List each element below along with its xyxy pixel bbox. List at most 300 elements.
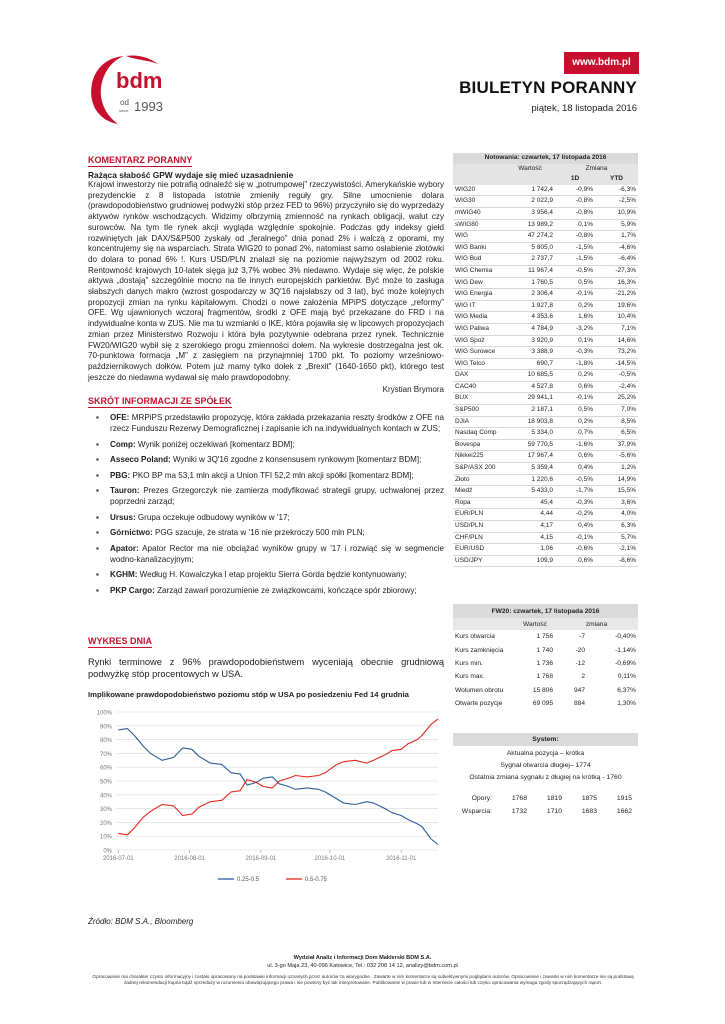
- fw20-row: [453, 684, 638, 697]
- quotes-title: Notowania: czwartek, 17 listopada 2016: [453, 153, 638, 164]
- quotes-col-value: Wartość: [505, 164, 555, 175]
- quote-name: WIG Paliwa: [453, 323, 505, 335]
- article-author: Krystian Brymora: [382, 385, 444, 394]
- quote-change-1d: 0,2%: [555, 370, 595, 382]
- logo-od: od: [120, 98, 129, 107]
- quote-value: 45,4: [505, 497, 555, 509]
- quote-name: Miedź: [453, 486, 505, 498]
- quotes-col-change: Zmiana: [555, 164, 638, 175]
- quote-name: USD/JPY: [453, 555, 505, 567]
- quote-change-ytd: 7,0%: [595, 405, 638, 417]
- system-open-signal: Sygnał otwarcia długiej– 1774: [500, 762, 591, 769]
- fw20-table: [453, 604, 638, 710]
- resistance-level: 1768: [511, 795, 527, 802]
- quote-change-ytd: 15,5%: [595, 486, 638, 498]
- quote-change-1d: -0,8%: [555, 207, 595, 219]
- news-text: Grupa oczekuje odbudowy wyników w '17;: [135, 512, 290, 522]
- support-level: 1710: [546, 808, 562, 815]
- quote-name: Ropa: [453, 497, 505, 509]
- news-company: Asseco Poland:: [110, 455, 171, 464]
- quote-name: WIG Banki: [453, 242, 505, 254]
- support-level: 1683: [581, 808, 597, 815]
- quote-name: WIG Spoż: [453, 335, 505, 347]
- quote-change-ytd: 5,7%: [595, 532, 638, 544]
- news-text: Prezes Grzegorczyk nie zamierza modyfikować strategii grupy, uchwalonej przez poprzedni zarząd;: [110, 486, 444, 506]
- quote-change-ytd: 6,3%: [595, 521, 638, 533]
- quote-change-1d: -1,8%: [555, 358, 595, 370]
- quote-name: S&P/ASX 200: [453, 463, 505, 475]
- quote-row: [453, 451, 638, 463]
- system-last-change: Ostatnia zmiana sygnału z długiej na krótką - 1760: [469, 774, 622, 781]
- bullet-icon: ▪: [96, 570, 99, 579]
- quote-row: [453, 521, 638, 533]
- quote-change-ytd: 3,6%: [595, 497, 638, 509]
- quote-row: [453, 463, 638, 475]
- quote-change-ytd: -6,3%: [595, 185, 638, 196]
- resistance-level: 1819: [546, 795, 562, 802]
- quote-change-ytd: 14,6%: [595, 335, 638, 347]
- fw20-abs-change: 884: [573, 700, 585, 708]
- chart-description: Rynki terminowe z 96% prawdopodobieństwem wyceniają obecnie grudniową podwyżkę stóp procentowych w USA.: [88, 657, 444, 679]
- quote-value: 5 805,0: [505, 242, 555, 254]
- quote-value: 18 903,8: [505, 416, 555, 428]
- quote-change-ytd: 1,7%: [595, 231, 638, 243]
- system-position: Aktualna pozycja – krótka: [506, 750, 585, 757]
- fw20-pct-change: -1,14%: [615, 646, 636, 654]
- quote-change-ytd: 16,3%: [595, 277, 638, 289]
- fw20-pct-change: 6,37%: [617, 686, 636, 694]
- quote-name: WIG Telco: [453, 358, 505, 370]
- bulletin-title: BIULETYN PORANNY: [459, 78, 637, 97]
- y-tick-label: 70%: [99, 751, 112, 758]
- news-item: [96, 543, 444, 565]
- quote-row: [453, 509, 638, 521]
- fw20-title: FW20: czwartek, 17 listopada 2016: [453, 604, 638, 618]
- quote-change-1d: -0,8%: [555, 231, 595, 243]
- quote-value: 5 359,4: [505, 463, 555, 475]
- fw20-row: [453, 697, 638, 710]
- news-item: [96, 485, 444, 507]
- news-text: PGG szacuje, że strata w '16 nie przekroczy 500 mln PLN;: [152, 528, 365, 537]
- quote-row: [453, 207, 638, 219]
- support-level: 1662: [616, 808, 632, 815]
- news-text: Wynik poniżej oczekiwań [komentarz BDM];: [135, 439, 295, 449]
- quote-row: [453, 242, 638, 254]
- fw20-abs-change: -20: [575, 646, 585, 654]
- quote-value: 3 388,9: [505, 347, 555, 359]
- y-tick-label: 10%: [99, 834, 112, 841]
- news-company: Ursus:: [110, 512, 136, 522]
- bullet-icon: ▪: [96, 512, 99, 522]
- quote-change-1d: 0,2%: [555, 300, 595, 312]
- bullet-icon: ▪: [96, 585, 99, 595]
- quote-name: WIG Media: [453, 312, 505, 324]
- quote-row: [453, 347, 638, 359]
- news-text: MRPiPS przedstawiło propozycję, która zakłada przekazania reszty środków z OFE na rzecz Funduszu Rezerwy Demograficznej i zapisanie ich na indywidualnych kontach w ZUS;: [110, 413, 444, 433]
- quote-row: [453, 277, 638, 289]
- footer-disclaimer: Opracowanie ma charakter czysto informacyjny i zostało opracowany na podstawie informacji uznanych przez autorów za wiarygodne . Zawarte w nim komentarze są subiektywnymi poglądami autorów. Opracowanie i zawarte w nim komentarze nie są podstawą żadnej rekomendacji kupna bądź sprzedaży w rozumieniu obowiązującego prawa i nie powinny być tak interpretowane. Publikowanie w prasie lub w Internecie całości lub części opracowania wymaga zgody sporządzających raport.: [92, 974, 634, 986]
- quote-change-1d: 1,6%: [555, 312, 595, 324]
- bulletin-date: piątek, 18 listopada 2016: [531, 103, 637, 114]
- y-tick-label: 30%: [99, 807, 112, 814]
- quote-value: 17 967,4: [505, 451, 555, 463]
- quote-row: [453, 358, 638, 370]
- quote-value: 59 770,5: [505, 439, 555, 451]
- quote-name: WIG Bud: [453, 254, 505, 266]
- quote-name: WIG IT: [453, 300, 505, 312]
- quote-name: CHF/PLN: [453, 532, 505, 544]
- quote-value: 2 022,9: [505, 196, 555, 208]
- quote-change-1d: 0,2%: [555, 416, 595, 428]
- quote-row: [453, 555, 638, 567]
- quote-value: 2 187,1: [505, 405, 555, 417]
- news-text: Wyniki w 3Q'16 zgodne z konsensusem rynkowym [komentarz BDM];: [170, 455, 422, 464]
- quote-value: 2 737,7: [505, 254, 555, 266]
- quote-name: WIG: [453, 231, 505, 243]
- quote-name: WIG Dew: [453, 277, 505, 289]
- quote-row: [453, 497, 638, 509]
- quote-change-ytd: 10,4%: [595, 312, 638, 324]
- quote-change-ytd: 73,2%: [595, 347, 638, 359]
- quote-change-ytd: -27,3%: [595, 265, 638, 277]
- commentary-heading: KOMENTARZ PORANNY: [88, 155, 193, 165]
- quote-row: [453, 185, 638, 196]
- news-item: [96, 454, 444, 465]
- quote-name: Bovespa: [453, 439, 505, 451]
- fw20-col-value: Wartość: [515, 618, 555, 630]
- quote-change-1d: 0,6%: [555, 555, 595, 567]
- quote-row: [453, 254, 638, 266]
- quote-change-ytd: 37,9%: [595, 439, 638, 451]
- quote-change-1d: -0,3%: [555, 497, 595, 509]
- fw20-abs-change: -12: [575, 659, 585, 667]
- series-line-high: [118, 719, 438, 835]
- quote-change-ytd: -2,5%: [595, 196, 638, 208]
- quote-value: 4,44: [505, 509, 555, 521]
- quote-change-ytd: 7,1%: [595, 323, 638, 335]
- quote-name: WIG Surowce: [453, 347, 505, 359]
- quote-row: [453, 300, 638, 312]
- quote-row: [453, 265, 638, 277]
- quote-change-1d: 0,1%: [555, 219, 595, 231]
- fw20-pct-change: -0,40%: [615, 633, 636, 641]
- quote-change-1d: -0,5%: [555, 474, 595, 486]
- quote-change-1d: 0,7%: [555, 428, 595, 440]
- system-title: System:: [453, 733, 638, 746]
- bullet-icon: ▪: [96, 470, 99, 480]
- quote-row: [453, 335, 638, 347]
- quote-name: sWIG80: [453, 219, 505, 231]
- quote-change-1d: 0,6%: [555, 451, 595, 463]
- quote-change-ytd: -6,4%: [595, 254, 638, 266]
- quotes-col-ytd: YTD: [595, 174, 638, 185]
- quote-row: [453, 544, 638, 556]
- quote-value: 1 220,6: [505, 474, 555, 486]
- fw20-value: 1 740: [536, 646, 553, 654]
- quote-row: [453, 428, 638, 440]
- logo-since: since: [119, 108, 129, 113]
- quote-change-1d: -0,5%: [555, 265, 595, 277]
- fw20-value: 69 095: [532, 700, 553, 708]
- logo-text: bdm: [116, 68, 163, 93]
- y-tick-label: 40%: [99, 793, 112, 800]
- y-tick-label: 60%: [99, 765, 112, 772]
- quotes-table: [453, 153, 638, 567]
- fw20-label: Kurs max.: [455, 673, 485, 681]
- chart-heading: WYKRES DNIA: [88, 636, 153, 646]
- quote-row: [453, 405, 638, 417]
- quote-value: 109,9: [505, 555, 555, 567]
- quote-change-1d: 0,1%: [555, 335, 595, 347]
- quote-change-1d: -1,6%: [555, 439, 595, 451]
- quote-change-ytd: 4,0%: [595, 509, 638, 521]
- chart-source: Źródło: BDM S.A., Bloomberg: [88, 917, 194, 926]
- y-tick-label: 100%: [96, 710, 112, 717]
- legend-label: 0.25-0.5: [237, 877, 260, 884]
- fw20-row: [453, 657, 638, 670]
- fw20-abs-change: 947: [573, 686, 585, 694]
- quote-name: BUX: [453, 393, 505, 405]
- quote-name: Nikkei225: [453, 451, 505, 463]
- quote-change-1d: 0,5%: [555, 277, 595, 289]
- quote-value: 4,17: [505, 521, 555, 533]
- quote-value: 11 967,4: [505, 265, 555, 277]
- rate-probability-chart: [88, 702, 444, 890]
- resistance-level: 1875: [581, 795, 597, 802]
- quote-change-ytd: -0,5%: [595, 370, 638, 382]
- fw20-value: 1 736: [536, 659, 553, 667]
- fw20-row: [453, 670, 638, 683]
- quote-name: WIG Chemia: [453, 265, 505, 277]
- news-company: PBG:: [110, 470, 131, 480]
- quote-value: 4 784,9: [505, 323, 555, 335]
- quote-value: 47 274,2: [505, 231, 555, 243]
- x-tick-label: 2016-11-01: [386, 856, 417, 862]
- bullet-icon: ▪: [96, 486, 99, 495]
- quote-value: 4 353,6: [505, 312, 555, 324]
- quote-value: 4,15: [505, 532, 555, 544]
- quote-name: WIG Energia: [453, 289, 505, 301]
- quote-name: DAX: [453, 370, 505, 382]
- fw20-abs-change: -7: [579, 633, 585, 641]
- y-tick-label: 50%: [99, 779, 112, 786]
- fw20-abs-change: 2: [581, 673, 585, 681]
- quote-value: 5 433,0: [505, 486, 555, 498]
- quote-change-1d: -0,2%: [555, 509, 595, 521]
- news-text: Apator Rector ma nie obciążać wyników grupy w '17 i rozwiąć się w segmencie wodno-kanalizacyjnym;: [110, 543, 444, 564]
- quote-change-1d: 0,4%: [555, 521, 595, 533]
- quote-row: [453, 231, 638, 243]
- bullet-icon: ▪: [96, 439, 99, 449]
- quote-change-ytd: 19,6%: [595, 300, 638, 312]
- fw20-value: 15 806: [532, 686, 553, 694]
- news-company: Apator:: [110, 543, 139, 553]
- quote-change-1d: -0,1%: [555, 289, 595, 301]
- news-item: [96, 569, 444, 580]
- quote-name: WIG20: [453, 185, 505, 196]
- quote-value: 2 306,4: [505, 289, 555, 301]
- article-body: Krajowi inwestorzy nie potrafią odnaleźć się w „potrumpowej” rzeczywistości. Amerykańskie wybory prezydenckie z 8 listopada istotnie zmieniły reguły gry. Silne umocnienie dolara (prawdopodobieństwo grudniowej podwyżki stóp przez FED to 96%) przyczyniło się do wyprzedaży aktywów rynków wschodzących. Widzimy olbrzymią zmienność na rynkach obligacji, walut czy surowców. Na tym tle rynek akcji wygląda względnie spokojnie. Podczas gdy indeksy giełd rozwiniętych jak DAX/S&P500 zyskały od „feralnego” dnia ponad 2% i walczą z oporami, my koncentrujemy się na wsparciach. Strata WIG20 to ponad 2%, natomiast samo osłabienie złotówki do dolara to ponad 6% !. Kurs USD/PLN znalazł się na poziomie najwyższym od 2002 roku. Rentowność krajowych 10-latek sięga już 3,7% wobec 3% niedawno. Wydaje się więc, że polskie aktywa „dostają” szczególnie mocno na tle innych europejskich parkietów. Być może to zasługa słabszych danych makro (wzrost gospodarczy w 3Q'16 najsłabszy od 3 lat), być może kolejnych propozycji zmian na rynku kapitałowym. Chodzi o nowe założenia MPiPS dotyczące „reformy” OFE. Wg ujawnionych wczoraj fragmentów, środki z OFE mają być przekazane do FRD i na indywidualne konta w ZUS. Nie ma tu wzmianki o IKE, która pojawiła się w lipcowych propozycjach zmian przez Ministerstwo Rozwoju i która była pozytywnie odebrana przez rynek. Technicznie FW20/WIG20 wybił się z szerokiego progu zmienności dołem. Na wykresie dostrzegalna jest ok. 70-punktowa formacja „M” z zasięgiem na przynajmniej 1700 pkt. To poziomy wrześniowo-październikowych dołków. Potem już mamy tylko dołek z „Brexit” (1640-1650 pkt), którego test jeszcze do niedawna wydawał się mało prawdopodobny.: [88, 180, 444, 382]
- quote-change-1d: 0,4%: [555, 463, 595, 475]
- fw20-label: Kurs min.: [455, 659, 483, 667]
- quote-change-ytd: -2,4%: [595, 381, 638, 393]
- quote-value: 1 742,4: [505, 185, 555, 196]
- quote-row: [453, 312, 638, 324]
- quote-value: 5 334,0: [505, 428, 555, 440]
- quote-change-ytd: 8,5%: [595, 416, 638, 428]
- quote-row: [453, 532, 638, 544]
- quote-change-1d: 0,5%: [555, 405, 595, 417]
- website-url-badge[interactable]: www.bdm.pl: [564, 52, 639, 74]
- x-tick-label: 2016-07-01: [102, 856, 134, 862]
- footer-company: Wydział Analiz i Informacji Dom Maklerski BDM S.A.: [293, 955, 432, 961]
- news-company: PKP Cargo:: [110, 585, 155, 595]
- x-tick-label: 2016-10-01: [314, 856, 346, 862]
- quote-change-ytd: -21,2%: [595, 289, 638, 301]
- y-tick-label: 80%: [99, 738, 112, 745]
- logo-year: 1993: [134, 99, 163, 114]
- quote-value: 1 927,8: [505, 300, 555, 312]
- support-label: Wsparcia:: [461, 808, 492, 815]
- news-heading: SKRÓT INFORMACJI ZE SPÓŁEK: [88, 396, 232, 406]
- fw20-pct-change: -0,69%: [615, 659, 636, 667]
- quote-change-ytd: 1,2%: [595, 463, 638, 475]
- footer-address: ul. 3-go Maja 23, 40-096 Katowice, Tel.: 032 208 14 12, analizy@bdm.com.pl: [267, 963, 458, 969]
- chart-title: Implikowane prawdopodobieństwo poziomu stóp w USA po posiedzeniu Fed 14 grudnia: [88, 690, 409, 699]
- quote-change-ytd: 14,9%: [595, 474, 638, 486]
- quote-name: CAC40: [453, 381, 505, 393]
- quote-value: 4 527,8: [505, 381, 555, 393]
- quote-row: [453, 439, 638, 451]
- quote-change-1d: -0,9%: [555, 185, 595, 196]
- y-tick-label: 0%: [103, 848, 112, 855]
- quote-change-ytd: 10,9%: [595, 207, 638, 219]
- bullet-icon: ▪: [96, 528, 99, 537]
- quote-change-1d: -0,6%: [555, 544, 595, 556]
- article-title: Rażąca słabość GPW wydaje się mieć uzasadnienie: [88, 170, 294, 180]
- quotes-col-1d: 1D: [555, 174, 595, 185]
- bullet-icon: ▪: [96, 455, 99, 464]
- quote-row: [453, 474, 638, 486]
- bullet-icon: ▪: [96, 413, 99, 422]
- quote-row: [453, 289, 638, 301]
- quote-value: 3 956,4: [505, 207, 555, 219]
- quote-change-1d: -0,1%: [555, 532, 595, 544]
- quote-value: 10 685,5: [505, 370, 555, 382]
- fw20-value: 1 756: [536, 633, 553, 641]
- quote-change-ytd: 5,9%: [595, 219, 638, 231]
- news-item: [96, 527, 444, 538]
- quote-change-ytd: 25,2%: [595, 393, 638, 405]
- quote-change-1d: -0,8%: [555, 196, 595, 208]
- fw20-row: [453, 630, 638, 643]
- quote-value: 3 920,9: [505, 335, 555, 347]
- news-company: Comp:: [110, 439, 136, 449]
- quote-change-1d: -1,5%: [555, 242, 595, 254]
- series-line-low: [118, 729, 438, 845]
- quote-name: mWIG40: [453, 207, 505, 219]
- quote-row: [453, 323, 638, 335]
- news-item: [96, 512, 444, 523]
- quote-change-ytd: -2,1%: [595, 544, 638, 556]
- news-company: Górnictwo:: [110, 528, 153, 537]
- bdm-logo: [86, 48, 176, 128]
- fw20-pct-change: 1,30%: [617, 700, 636, 708]
- y-tick-label: 90%: [99, 724, 112, 731]
- quote-change-1d: -3,2%: [555, 323, 595, 335]
- news-item: [96, 470, 444, 481]
- quote-name: S&P500: [453, 405, 505, 417]
- news-item: [96, 439, 444, 450]
- fw20-pct-change: 0,11%: [617, 673, 636, 681]
- quote-name: Złoto: [453, 474, 505, 486]
- quote-name: EUR/USD: [453, 544, 505, 556]
- news-list: [96, 412, 444, 600]
- quote-change-ytd: -14,5%: [595, 358, 638, 370]
- quote-name: EUR/PLN: [453, 509, 505, 521]
- quote-value: 1 760,5: [505, 277, 555, 289]
- quote-row: [453, 196, 638, 208]
- quote-row: [453, 370, 638, 382]
- y-tick-label: 20%: [99, 820, 112, 827]
- quote-change-1d: 0,6%: [555, 381, 595, 393]
- quote-name: USD/PLN: [453, 521, 505, 533]
- news-company: Tauron:: [110, 486, 140, 495]
- quote-name: Nasdaq Comp: [453, 428, 505, 440]
- resistance-label: Opory:: [471, 795, 492, 802]
- quote-name: WIG30: [453, 196, 505, 208]
- quote-change-1d: -1,5%: [555, 254, 595, 266]
- news-item: [96, 585, 444, 596]
- news-text: Zarząd zawarł porozumienie ze związkowcami, kończące spór zbiorowy;: [154, 585, 417, 595]
- quote-row: [453, 219, 638, 231]
- x-tick-label: 2016-08-01: [174, 856, 205, 862]
- fw20-col-change: zmiana: [555, 618, 638, 630]
- quote-row: [453, 416, 638, 428]
- news-text: PKO BP ma 53,1 mln akcji a Union TFI 52,2 mln akcji spółki [komentarz BDM];: [130, 470, 414, 480]
- quote-row: [453, 393, 638, 405]
- fw20-label: Kurs zamknięcia: [455, 646, 504, 654]
- quote-change-ytd: -8,6%: [595, 555, 638, 567]
- quote-name: DJIA: [453, 416, 505, 428]
- quote-row: [453, 381, 638, 393]
- support-level: 1732: [511, 808, 527, 815]
- fw20-label: Otwarte pozycje: [455, 700, 503, 708]
- news-text: Według H. Kowalczyka I etap projektu Sierra Gorda będzie kontynuowany;: [137, 570, 407, 579]
- quote-row: [453, 486, 638, 498]
- fw20-label: Wolumen obrotu: [455, 686, 504, 694]
- quote-change-ytd: -5,6%: [595, 451, 638, 463]
- quote-change-1d: -0,3%: [555, 347, 595, 359]
- fw20-label: Kurs otwarcia: [455, 633, 495, 641]
- quote-value: 690,7: [505, 358, 555, 370]
- trading-system-box: [453, 733, 638, 818]
- quote-change-1d: -0,1%: [555, 393, 595, 405]
- legend-label: 0.5-0.75: [305, 877, 328, 884]
- quote-value: 13 989,2: [505, 219, 555, 231]
- fw20-value: 1 768: [536, 673, 553, 681]
- quote-value: 1,06: [505, 544, 555, 556]
- x-tick-label: 2016-09-01: [245, 856, 277, 862]
- quote-change-ytd: -4,6%: [595, 242, 638, 254]
- news-company: OFE:: [110, 413, 130, 422]
- news-item: [96, 412, 444, 434]
- resistance-level: 1915: [616, 795, 632, 802]
- news-company: KGHM:: [110, 570, 138, 579]
- quote-value: 29 941,1: [505, 393, 555, 405]
- quote-change-1d: -1,7%: [555, 486, 595, 498]
- fw20-row: [453, 643, 638, 656]
